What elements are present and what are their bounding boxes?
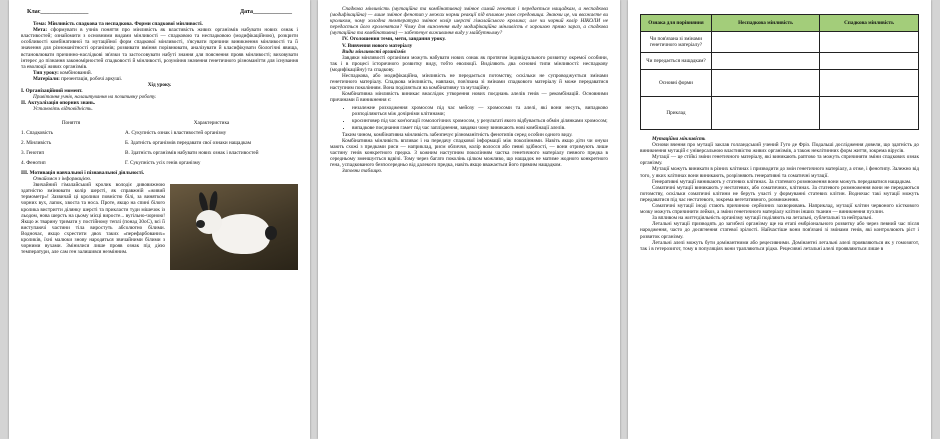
paragraph: Комбінативна мінливість виникає внаслідок утворення нових поєднань алелів генів — рекомбінацій. Основними причинами її виникнення є: bbox=[330, 91, 608, 104]
list-item: • незалежне розходження хромосом під час мейозу — хромосоми та алелі, які вони несуть, випадково розподіляються між дочірніми клітинами; bbox=[352, 105, 608, 117]
table-cell: Основні форми bbox=[641, 70, 712, 97]
intro-paragraph: Спадкова мінливість (мутаційна та комбінативна) змінює самий генотип і передається нащадкам, а неспадкова (модифікаційна) — лише змінює фенотип у межах норми реакції під впливом умов середовища. Знаючи це, чи вважаєте ви кроликом, чому холодна температура змінює колір шерсті гімалайського кролика; але чи чорний колір НІКОЛИ не передасться його кроленятам? Чому для вижнення виду модифікаційна мінливість є хорошою прямо зараз, а спадкова (мутаційна та комбінативна) — забезпечує виживання виду у майбутньому? bbox=[330, 6, 608, 37]
table-row bbox=[641, 97, 919, 130]
section-2-title: ІІ. Актуалізація опорних знань. bbox=[21, 100, 96, 107]
empty-cell[interactable] bbox=[819, 53, 918, 70]
table-row bbox=[641, 32, 919, 53]
term-right: А. Сукупність ознак і властивостей організму bbox=[125, 129, 227, 136]
list-item: • кросинговер під час кон'югації гомологічних хромосом, у результаті якого відбувається обмін ділянками хромосом; bbox=[352, 118, 608, 124]
table-row bbox=[641, 53, 919, 70]
date-field: Дата_____________ bbox=[240, 9, 292, 15]
table-cell: Чи пов'язана зі змінами генетичного матеріалу? bbox=[641, 32, 712, 53]
term-left: 4. Фенотип bbox=[21, 159, 46, 166]
document-page-1 bbox=[9, 0, 310, 439]
paragraph: Соматичні мутації виникають у нестатевих, або соматичних, клітинах. За статевого розмноження вони не передаються потомству, оскільки соматичні клітини не беруть участі у формуванні статевих клітин. Водночас такі мутації можуть передаватися під час нестатевого, зокрема вегетативного, розмноження. bbox=[640, 184, 919, 203]
section-1-title: І. Організаційний момент. bbox=[21, 88, 83, 95]
paragraph: Летальні алелі можуть бути домінантними або рецесивними. Домінантні летальні алелі проявляються як у гомозигот, так і в гетерозигот, тому в популяціях вони трапляються рідко. Рецесивні летальні алелі проявляються лише в bbox=[640, 239, 919, 252]
table-header: Спадкова мінливість bbox=[819, 15, 918, 32]
empty-cell[interactable] bbox=[712, 97, 820, 130]
class-field: Клас________________ bbox=[27, 9, 89, 15]
paragraph: За впливом на життєдіяльність організму мутації поділяють на летальні, сублетальні та нейтральні. bbox=[652, 215, 873, 222]
table-header: Ознака для порівняння bbox=[641, 15, 712, 32]
term-left: 1. Спадковість bbox=[21, 129, 54, 136]
paragraph: Основи вчення про мутації заклав голландський учений Гуго де Фріз. Подальші дослідження довели, що здатність до виникнення мутацій є універсальною властивістю живих організмів, а також неклітинних форм життя, зокрема вірусів. bbox=[640, 142, 919, 155]
table-header: Неспадкова мінливість bbox=[712, 15, 820, 32]
term-right: Г. Сукупність усіх генів організму bbox=[125, 159, 201, 166]
empty-cell[interactable] bbox=[819, 70, 918, 97]
terms-header-right: Характеристика bbox=[193, 119, 230, 126]
paragraph: Мутації — це стійкі зміни генетичного матеріалу, які виникають раптово та можуть спричиняти зміни спадкових ознак організму. bbox=[640, 154, 919, 167]
section-5-title: V. Вивчення нового матеріалу bbox=[342, 42, 413, 49]
term-left: 2. Мінливість bbox=[21, 139, 52, 146]
document-page-2 bbox=[318, 0, 620, 439]
goal-paragraph: Мета: сформувати в учнів поняття про мінливість як властивість живих організмів набувати нових ознак і властивостей; ознайомити з основними видами мінливості — спадковою та неспадковою (модифікаційною), розкрити особливості комбінативної та мутаційної форм спадкової мінливості, з'ясувати причини виникнення мінливості та її значення для різноманітності організмів; розвивати вміння порівнювати, аналізувати й класифікувати біологічні явища, встановлювати причинно-наслідкові зв'язки та застосовувати набуті знання для пояснення прояв мінливості; виховувати інтерес до пізнання закономірностей спадковості й мінливості, розуміння значення генетичного різноманіття для існування та еволюції живих організмів. bbox=[21, 27, 298, 70]
lesson-type-line: Тип уроку: комбінований. bbox=[33, 69, 92, 76]
materials-line: Матеріали: презентація, робочі аркуші. bbox=[33, 75, 123, 82]
section-4-title: IV. Оголошення теми, мети, завдання уроку. bbox=[342, 36, 446, 43]
term-right: Б. Здатність організмів передавати свої ознаки нащадкам bbox=[125, 139, 251, 146]
table-cell: Чи передається нащадкам? bbox=[641, 53, 712, 70]
section-3-sub: Ознайомся з інформацією. bbox=[33, 176, 92, 183]
table-cell: Приклад bbox=[641, 97, 712, 130]
term-right: В. Здатність організмів набувати нових ознак і властивостей bbox=[125, 149, 259, 156]
matching-table bbox=[21, 118, 298, 168]
topic-line: Тема: Мінливість спадкова та неспадкова. Форми спадкової мінливості. bbox=[33, 21, 203, 28]
document-page-3 bbox=[628, 0, 931, 439]
list-item: • випадкове поєднання гамет під час запліднення, завдяки чому виникають нові комбінації алелів. bbox=[352, 125, 608, 131]
paragraph: Генеративні мутації виникають у статевих клітинах. За статевого розмноження вони можуть передаватися нащадкам. bbox=[652, 178, 912, 185]
empty-cell[interactable] bbox=[819, 97, 918, 130]
fill-table-instruction: Заповни таблицю. bbox=[342, 168, 383, 175]
section-3-title: ІІІ. Мотивація навчальної і пізнавальної діяльності. bbox=[21, 169, 145, 176]
terms-header-left: Поняття bbox=[61, 119, 81, 126]
mutation-title: Мутаційна мінливість bbox=[652, 136, 706, 142]
empty-cell[interactable] bbox=[712, 70, 820, 97]
rabbit-photo bbox=[170, 184, 298, 270]
term-left: 3. Генотип bbox=[21, 149, 45, 156]
empty-cell[interactable] bbox=[712, 53, 820, 70]
paragraph: Летальні мутації призводять до загибелі організму ще на етапі ембріонального розвитку або через певний час після народження, часто до досягнення статевої зрілості. Найчастіше вони пов'язані зі змінами генів, які контролюють ріст і розвиток організму. bbox=[640, 221, 919, 240]
header-row bbox=[27, 9, 292, 15]
empty-cell[interactable] bbox=[819, 32, 918, 53]
paragraph: Соматичні мутації іноді стають причиною серйозних захворювань. Наприклад, мутації клітин червоного кісткового мозку можуть спричинити лейкоз, а зміни генетичного матеріалу клітин інших тканин — виникнення пухлин. bbox=[640, 203, 919, 216]
paragraph: Комбінативна мінливість впливає і на передачу спадкової інформації між поколіннями. Навіть якщо діти чи онуки мають схожі з предками риси — наприклад, рисм обличчя, колір волосся або певні здібності, — вони отримують лише частину генів конкретного предка. З кожним наступним поколінням частка генетичного матеріалу певного предка в середньому зменшується вдвічі. Тому через багато поколінь цілком можливо, що нащадок не матиме жодного конкретного гена, успадкованого безпосередньо від далекого предка, навіть якщо вважається його прямим нащадком. bbox=[330, 137, 608, 169]
course-heading: Хід уроку. bbox=[147, 82, 172, 89]
section-3-text: Звичайний гімалайський кролик володіє дивовижною здатністю змінювати колір шерсті, як справжній «живий термометр»! Зазвичай ці кролики повністю білі, за винятком чорних вух, лапок, хвоста та носа. Проте, якщо на спині білого кролика вистригти ділянку шерсті та прикласти туди мішечок із льодом, нова шерсть на цьому місці виросте... вугільно-чорною! Якщо ж тварину тримати у постійному теплі (понад 30оС), всі її виступаючі частини тіла виростуть абсолютно білими. Водночас, якщо схрестити двох таких «перефарбованих» кроликів, їхні малюки знову народяться звичайними білими з чорними вухами. Змінилися лише прояв ознак під дією температури, але сам ген залишився незмінним. bbox=[21, 182, 165, 256]
paragraph: Мутації можуть виникати в різних клітинах і призводити до змін генетичного матеріалу, а отже, і фенотипу. Залежно від того, у яких клітинах вони виникають, розрізняють генеративні та соматичні мутації. bbox=[640, 166, 919, 179]
paragraph: Неспадкова, або модифікаційна, мінливість не передається потомству, оскільки не супроводжується змінами генетичного матеріалу. Спадкова мінливість, навпаки, пов'язана зі змінами спадкового матеріалу й може передаватися наступним поколінням. Вона поділяється на комбінативну та мутаційну. bbox=[330, 73, 608, 92]
section-1-text: Привітання учнів, налаштування на позитивну роботу. bbox=[33, 94, 157, 101]
section-5-sub: Види мінливості організмів bbox=[342, 48, 406, 55]
empty-cell[interactable] bbox=[712, 32, 820, 53]
table-row bbox=[641, 70, 919, 97]
paragraph: Завдяки мінливості організми можуть набувати нових ознак як протягом індивідуального розвитку окремої особини, так і в процесі історичного розвитку виду, тобто еволюції. Виділяють два основні типи мінливості: неспадкову (модифікаційну) та спадкову. bbox=[330, 54, 608, 73]
section-2-text: Установіть відповідність. bbox=[33, 106, 93, 113]
paragraph: Таким чином, комбінативна мінливість забезпечує різноманітність фенотипів серед особин одного виду. bbox=[342, 131, 573, 138]
comparison-table bbox=[640, 14, 919, 130]
bullet-list bbox=[330, 105, 608, 131]
